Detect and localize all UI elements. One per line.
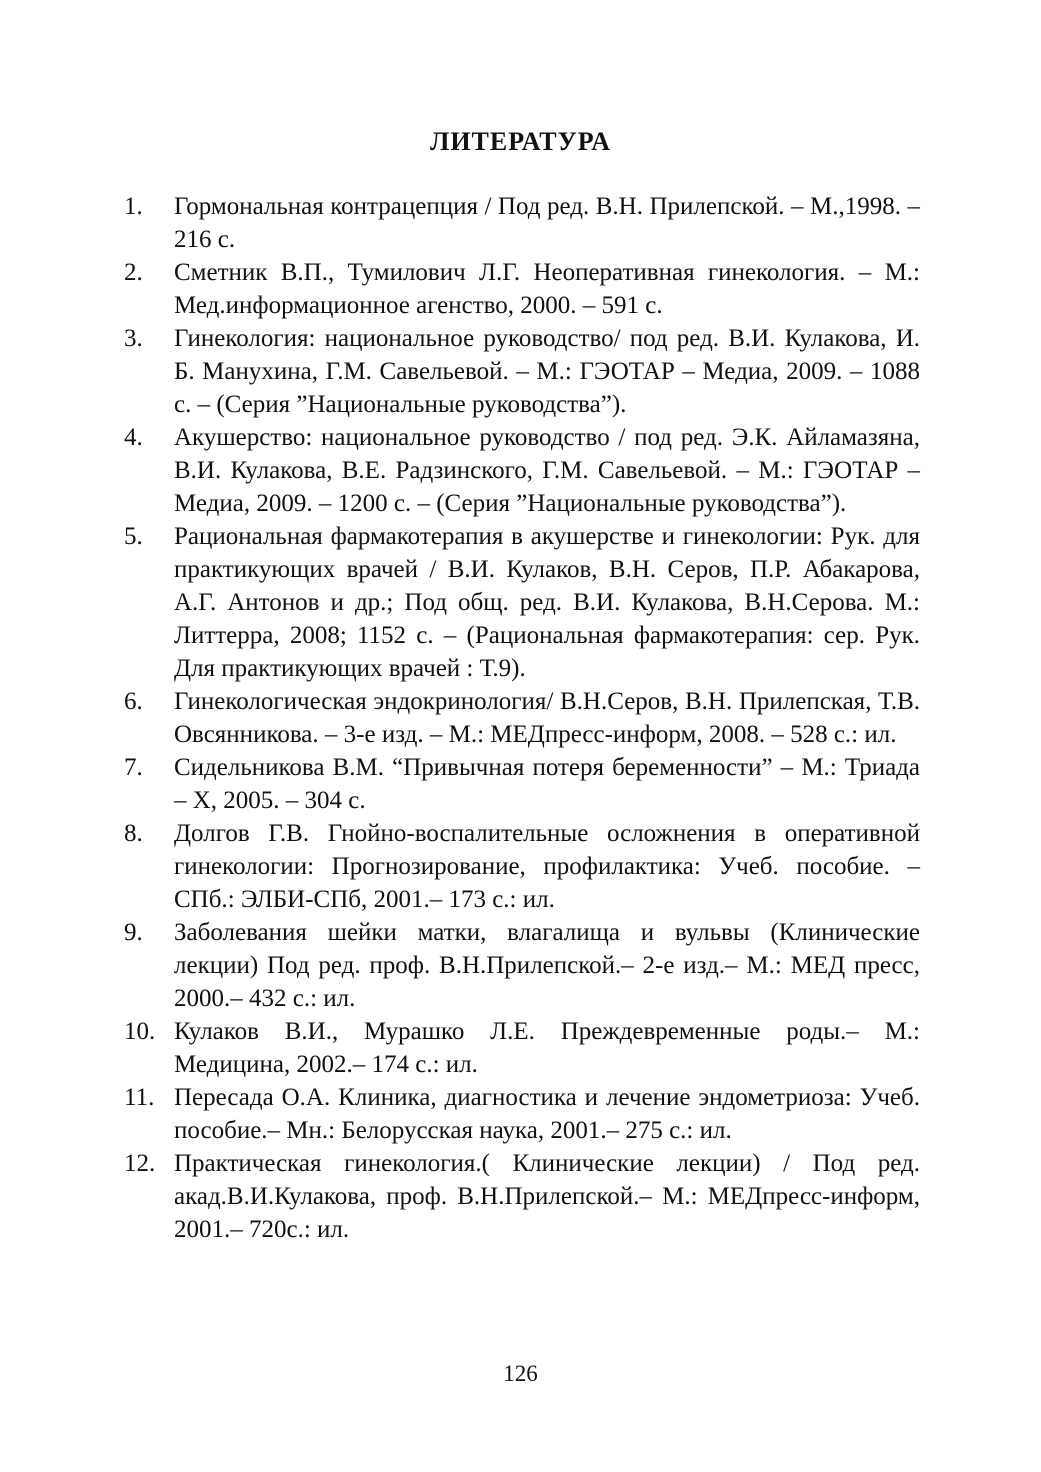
reference-item	[124, 1015, 920, 1081]
reference-text: Гинекологическая эндокринология/ В.Н.Серов, В.Н. Прилепская, Т.В. Овсянникова. – 3-е изд. – М.: МЕДпресс-информ, 2008. – 528 с.: ил.	[174, 688, 920, 748]
reference-number: 9.	[124, 919, 143, 946]
reference-text: Практическая гинекология.( Клинические лекции) / Под ред. акад.В.И.Кулакова, проф. В.Н.Прилепской.– М.: МЕДпресс-информ, 2001.– 720с.: ил.	[174, 1150, 920, 1243]
page-title: ЛИТЕРАТУРА	[429, 127, 612, 156]
reference-text: Рациональная фармакотерапия в акушерстве и гинекологии: Рук. для практикующих врачей / В.И. Кулаков, В.Н. Серов, П.Р. Абакарова, А.Г. Антонов и др.; Под общ. ред. В.И. Кулакова, В.Н.Серова. М.: Литтерра, 2008; 1152 с. – (Рациональная фармакотерапия: сер. Рук. Для практикующих врачей : Т.9).	[174, 523, 920, 682]
reference-number: 8.	[124, 820, 143, 847]
reference-number: 12.	[124, 1150, 156, 1177]
reference-number: 3.	[124, 325, 143, 352]
reference-number: 2.	[124, 259, 143, 286]
reference-text: Кулаков В.И., Мурашко Л.Е. Преждевременные роды.– М.: Медицина, 2002.– 174 с.: ил.	[174, 1018, 920, 1078]
reference-number: 6.	[124, 688, 143, 715]
reference-text: Пересада О.А. Клиника, диагностика и лечение эндометриоза: Учеб. пособие.– Мн.: Белорусская наука, 2001.– 275 с.: ил.	[174, 1084, 920, 1144]
reference-item	[124, 916, 920, 1015]
reference-number: 5.	[124, 523, 143, 550]
reference-text: Гормональная контрацепция / Под ред. В.Н. Прилепской. – М.,1998. – 216 с.	[174, 193, 920, 253]
reference-item	[124, 1081, 920, 1147]
reference-item	[124, 190, 920, 256]
reference-text: Акушерство: национальное руководство / под ред. Э.К. Айламазяна, В.И. Кулакова, В.Е. Радзинского, Г.М. Савельевой. – М.: ГЭОТАР – Медиа, 2009. – 1200 с. – (Серия ”Национальные руководства”).	[174, 424, 920, 517]
reference-item	[124, 817, 920, 916]
reference-text: Сметник В.П., Тумилович Л.Г. Неоперативная гинекология. – М.: Мед.информационное агенство, 2000. – 591 с.	[174, 259, 920, 319]
reference-text: Гинекология: национальное руководство/ под ред. В.И. Кулакова, И. Б. Манухина, Г.М. Савельевой. – М.: ГЭОТАР – Медиа, 2009. – 1088 с. – (Серия ”Национальные руководства”).	[174, 325, 920, 418]
reference-text: Сидельникова В.М. “Привычная потеря беременности” – М.: Триада – Х, 2005. – 304 с.	[174, 754, 920, 814]
reference-number: 11.	[124, 1084, 155, 1111]
reference-number: 4.	[124, 424, 143, 451]
reference-number: 7.	[124, 754, 143, 781]
reference-text: Заболевания шейки матки, влагалища и вульвы (Клинические лекции) Под ред. проф. В.Н.Прилепской.– 2-е изд.– М.: МЕД пресс, 2000.– 432 с.: ил.	[174, 919, 920, 1012]
reference-item	[124, 751, 920, 817]
reference-list	[124, 190, 920, 1246]
reference-item	[124, 421, 920, 520]
reference-text: Долгов Г.В. Гнойно-воспалительные осложнения в оперативной гинекологии: Прогнозирование, профилактика: Учеб. пособие. – СПб.: ЭЛБИ-СПб, 2001.– 173 с.: ил.	[174, 820, 920, 913]
reference-item	[124, 322, 920, 421]
reference-item	[124, 520, 920, 685]
reference-item	[124, 1147, 920, 1246]
page-number: 126	[503, 1361, 538, 1386]
reference-number: 10.	[124, 1018, 156, 1045]
reference-item	[124, 685, 920, 751]
reference-item	[124, 256, 920, 322]
reference-number: 1.	[124, 193, 143, 220]
